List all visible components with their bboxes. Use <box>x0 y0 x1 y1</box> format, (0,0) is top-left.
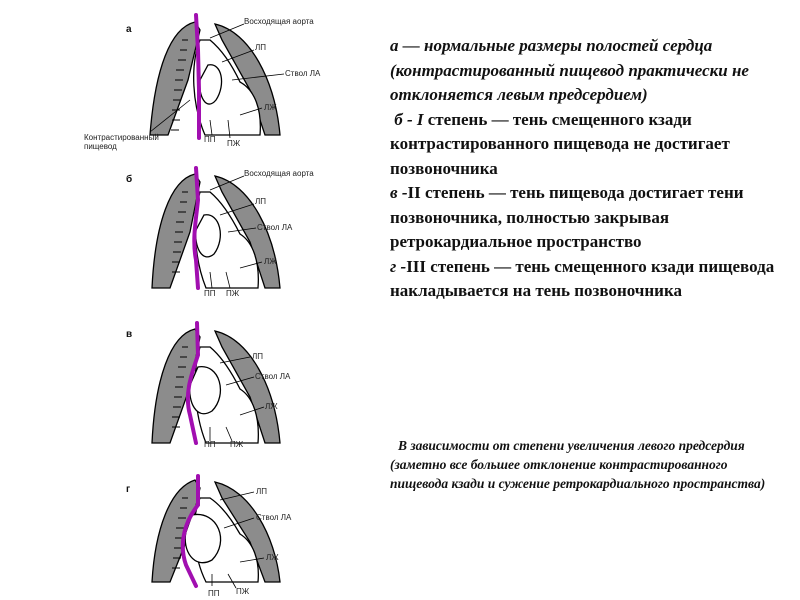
label-ascending-aorta: Восходящая аорта <box>244 17 314 26</box>
description-b <box>390 108 790 182</box>
description-c-lead: в - <box>390 183 408 202</box>
panel-letter: г <box>126 484 131 495</box>
label-pulmonary-trunk: Ствол ЛА <box>256 513 292 522</box>
summary-note: В зависимости от степени увеличения левого предсердия (заметно все большее отклонение контрастированного пищевода кзади и сужение ретрокардиального пространства) <box>390 438 766 491</box>
label-right-ventricle: ПЖ <box>227 139 241 148</box>
label-left-ventricle: ЛЖ <box>266 553 279 562</box>
label-left-atrium: ЛП <box>255 43 266 52</box>
heart-xray-schematic <box>0 470 380 600</box>
heart-xray-schematic <box>0 315 380 465</box>
label-right-atrium: ПП <box>204 440 216 449</box>
label-pulmonary-trunk: Ствол ЛА <box>255 372 291 381</box>
label-right-atrium: ПП <box>204 289 216 298</box>
panel-a <box>0 10 380 160</box>
panel-c <box>0 315 380 465</box>
label-left-ventricle: ЛЖ <box>264 257 277 266</box>
left-atrium <box>190 367 221 414</box>
description-d <box>390 255 790 304</box>
heart-xray-schematic <box>0 10 380 160</box>
label-esophagus: пищевод <box>84 142 117 151</box>
label-right-atrium: ПП <box>208 589 220 598</box>
label-left-atrium: ЛП <box>252 352 263 361</box>
panel-letter: в <box>126 329 133 340</box>
description-c-text: II степень — тень пищевода достигает тени позвоночника, полностью закрывая ретрокардиальное пространство <box>390 183 744 251</box>
panel-letter: а <box>126 24 132 35</box>
lung-outline <box>150 22 200 135</box>
label-right-atrium: ПП <box>204 135 216 144</box>
heart-xray-schematic <box>0 160 380 310</box>
label-pulmonary-trunk: Ствол ЛА <box>285 69 321 78</box>
description-c <box>390 181 790 255</box>
description-d-lead: г - <box>390 256 407 276</box>
label-right-ventricle: ПЖ <box>236 587 250 596</box>
label-right-ventricle: ПЖ <box>226 289 240 298</box>
diagram-column <box>0 0 380 600</box>
panel-b <box>0 160 380 310</box>
panel-d <box>0 470 380 600</box>
description-d-text: III степень — тень смещенного кзади пищевода накладывается на тень позвоночника <box>390 256 775 300</box>
description-b-text: степень — тень смещенного кзади контрастированного пищевода не достигает позвоночника <box>390 109 730 178</box>
label-left-ventricle: ЛЖ <box>264 103 277 112</box>
label-right-ventricle: ПЖ <box>230 440 244 449</box>
label-pulmonary-trunk: Ствол ЛА <box>257 223 293 232</box>
panel-letter: б <box>126 174 133 185</box>
label-left-atrium: ЛП <box>256 487 267 496</box>
description-text <box>390 34 790 304</box>
label-ascending-aorta: Восходящая аорта <box>244 169 314 178</box>
label-left-atrium: ЛП <box>255 197 266 206</box>
label-left-ventricle: ЛЖ <box>265 402 278 411</box>
label-esophagus: Контрастированный <box>84 133 159 142</box>
description-a: а — нормальные размеры полостей сердца (контрастированный пищевод практически не отклоняется левым предсердием) <box>390 36 749 104</box>
description-b-lead: б - I <box>394 109 424 129</box>
